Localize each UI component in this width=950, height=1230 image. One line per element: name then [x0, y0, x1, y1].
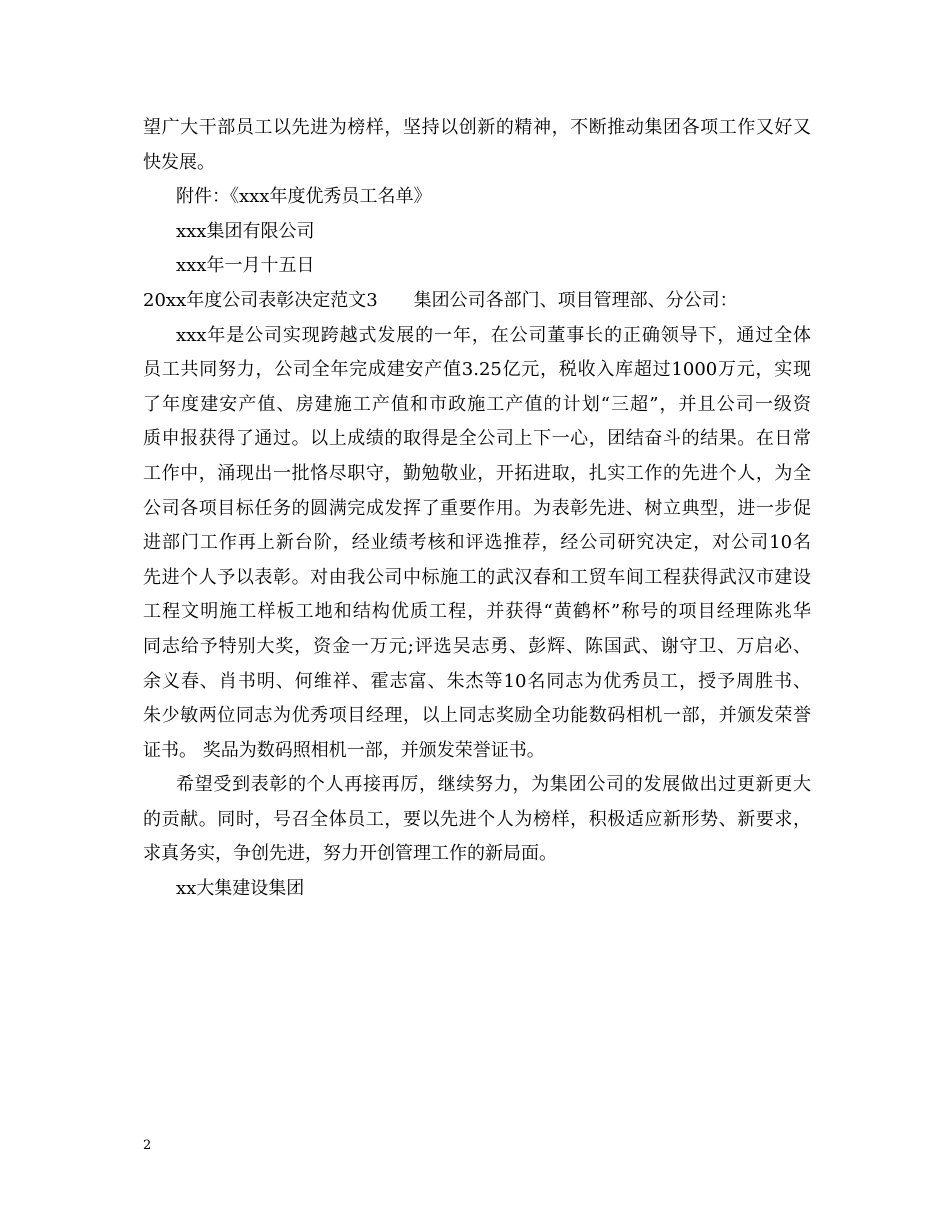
document-body	[143, 111, 811, 907]
text-line: 工程文明施工样板工地和结构优质工程，并获得“黄鹤杯”称号的项目经理陈兆华	[143, 601, 811, 623]
signature-date: xxx年一月十五日	[176, 255, 315, 277]
text-line: 进部门工作再上新台阶，经业绩考核和评选推荐，经公司研究决定，对公司10名	[143, 532, 811, 554]
text-line: 同志给予特别大奖，资金一万元;评选吴志勇、彭辉、陈国武、谢守卫、万启必、	[143, 635, 811, 657]
section-heading: 20xx年度公司表彰决定范文3 集团公司各部门、项目管理部、分公司：	[143, 289, 738, 311]
text-line: 朱少敏两位同志为优秀项目经理，以上同志奖励全功能数码相机一部，并颁发荣誉	[143, 705, 811, 727]
text-line: 质申报获得了通过。以上成绩的取得是全公司上下一心，团结奋斗的结果。在日常	[143, 428, 811, 450]
text-line: 员工共同努力，公司全年完成建安产值3.25亿元，税收入库超过1000万元，实现	[143, 359, 811, 381]
attachment-line: 附件：《xxx年度优秀员工名单》	[176, 186, 432, 208]
text-line: 工作中，涌现出一批恪尽职守，勤勉敬业，开拓进取，扎实工作的先进个人，为全	[143, 462, 811, 484]
text-line: 余义春、肖书明、何维祥、霍志富、朱杰等10名同志为优秀员工，授予周胜书、	[143, 670, 811, 692]
text-line: 了年度建安产值、房建施工产值和市政施工产值的计划“三超”，并且公司一级资	[143, 393, 811, 415]
text-line: 证书。 奖品为数码照相机一部，并颁发荣誉证书。	[143, 739, 545, 761]
text-line: 求真务实，争创先进，努力开创管理工作的新局面。	[143, 843, 557, 865]
text-line: 的贡献。同时，号召全体员工，要以先进个人为榜样，积极适应新形势、新要求，	[143, 808, 811, 830]
text-line: 希望受到表彰的个人再接再厉，继续努力，为集团公司的发展做出过更新更大	[176, 774, 811, 796]
text-line: 快发展。	[143, 151, 215, 173]
signature-company: xxx集团有限公司	[176, 220, 315, 242]
page-number: 2	[143, 1138, 152, 1153]
signature-group: xx大集建设集团	[176, 878, 305, 900]
text-line: xxx年是公司实现跨越式发展的一年，在公司董事长的正确领导下，通过全体	[176, 324, 811, 346]
text-line: 先进个人予以表彰。对由我公司中标施工的武汉春和工贸车间工程获得武汉市建设	[143, 566, 811, 588]
text-line: 望广大干部员工以先进为榜样，坚持以创新的精神，不断推动集团各项工作又好又	[143, 117, 811, 138]
text-line: 公司各项目标任务的圆满完成发挥了重要作用。为表彰先进、树立典型，进一步促	[143, 497, 811, 519]
